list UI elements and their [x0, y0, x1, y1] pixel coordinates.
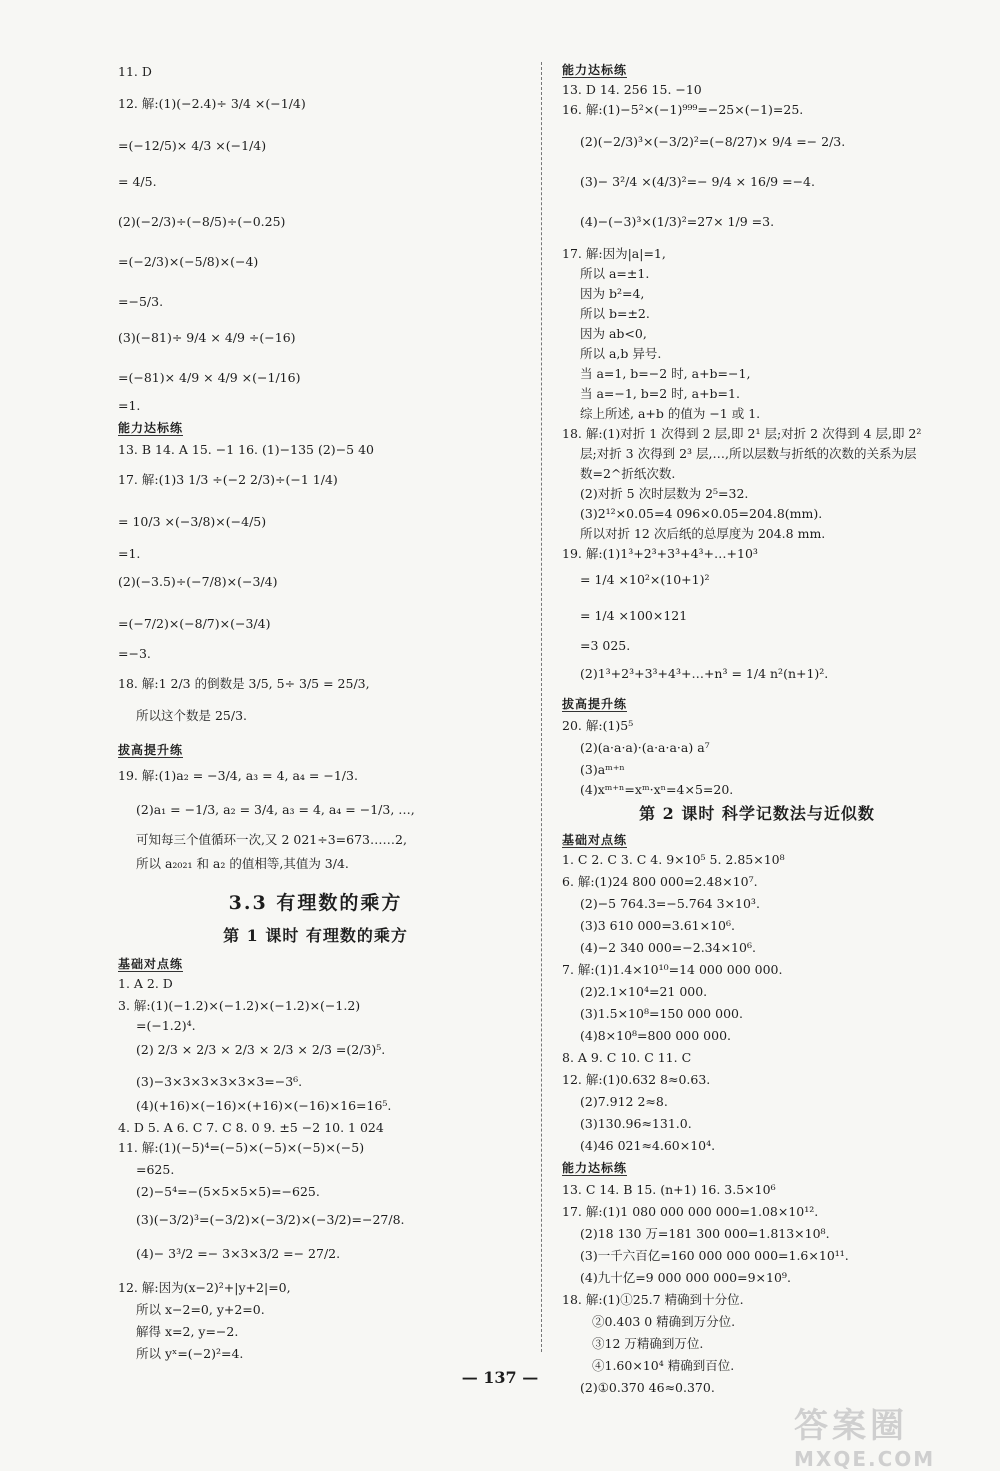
answer-line: 1. C 2. C 3. C 4. 9×10⁵ 5. 2.85×10⁸: [562, 852, 785, 867]
answer-line: 所以对折 12 次后纸的总厚度为 204.8 mm.: [580, 526, 826, 541]
lesson-title: 第 1 课时 有理数的乘方: [223, 926, 408, 945]
answer-line: (2)a₁ = −1/3, a₂ = 3/4, a₃ = 4, a₄ = −1/3, …,: [136, 802, 415, 817]
answer-line: 所以 a₂₀₂₁ 和 a₂ 的值相等,其值为 3/4.: [136, 856, 349, 871]
answer-line: = 1/4 ×10²×(10+1)²: [580, 572, 710, 587]
answer-line: ②0.403 0 精确到万分位.: [592, 1314, 736, 1329]
answer-line: 18. 解:(1)对折 1 次得到 2 层,即 2¹ 层;对折 2 次得到 4 层,即 2²: [562, 426, 922, 441]
answer-line: (4)46 021≈4.60×10⁴.: [580, 1138, 716, 1153]
answer-line: (4)−2 340 000=−2.34×10⁶.: [580, 940, 756, 955]
answer-line: =(−2/3)×(−5/8)×(−4): [118, 254, 259, 269]
answer-line: 17. 解:(1)3 1/3 ÷(−2 2/3)÷(−1 1/4): [118, 472, 338, 487]
answer-line: = 1/4 ×100×121: [580, 608, 688, 623]
answer-line: 因为 b²=4,: [580, 286, 645, 301]
answer-line: (3)−3×3×3×3×3×3=−3⁶.: [136, 1074, 303, 1089]
section-heading: 能力达标练: [118, 421, 184, 435]
answer-line: (3)(−3/2)³=(−3/2)×(−3/2)×(−3/2)=−27/8.: [136, 1212, 405, 1227]
answer-line: (3)1.5×10⁸=150 000 000.: [580, 1006, 743, 1021]
answer-line: 13. D 14. 256 15. −10: [562, 82, 702, 97]
watermark-url: MXQE.COM: [794, 1447, 936, 1471]
answer-line: = 4/5.: [118, 174, 157, 189]
section-heading: 拔高提升练: [562, 697, 628, 711]
answer-line: (3)aᵐ⁺ⁿ: [580, 762, 625, 777]
answer-line: 11. 解:(1)(−5)⁴=(−5)×(−5)×(−5)×(−5): [118, 1140, 365, 1155]
watermark-logo: 答案圈: [794, 1406, 908, 1446]
answer-line: (4)xᵐ⁺ⁿ=xᵐ·xⁿ=4×5=20.: [580, 782, 734, 797]
watermark: [794, 1398, 974, 1471]
answer-line: =1.: [118, 546, 141, 561]
answer-line: (2)(−2/3)³×(−3/2)²=(−8/27)× 9/4 =− 2/3.: [580, 134, 846, 149]
answer-line: 11. D: [118, 64, 152, 79]
answer-line: 数=2^折纸次数.: [580, 466, 676, 481]
answer-line: 1. A 2. D: [118, 976, 173, 991]
answer-line: 17. 解:(1)1 080 000 000 000=1.08×10¹².: [562, 1204, 819, 1219]
answer-line: 12. 解:(1)0.632 8≈0.63.: [562, 1072, 711, 1087]
answer-line: 所以 b=±2.: [580, 306, 650, 321]
section-heading: 能力达标练: [562, 1161, 628, 1175]
answer-line: 层;对折 3 次得到 2³ 层,…,所以层数与折纸的次数的关系为层: [580, 446, 917, 461]
answer-line: 12. 解:(1)(−2.4)÷ 3/4 ×(−1/4): [118, 96, 306, 111]
answer-line: (3)3 610 000=3.61×10⁶.: [580, 918, 735, 933]
answer-line: 可知每三个值循环一次,又 2 021÷3=673……2,: [136, 832, 407, 847]
answer-line: (4)(+16)×(−16)×(+16)×(−16)×16=16⁵.: [136, 1098, 392, 1113]
answer-line: (4)8×10⁸=800 000 000.: [580, 1028, 732, 1043]
answer-line: 19. 解:(1)a₂ = −3/4, a₃ = 4, a₄ = −1/3.: [118, 768, 358, 783]
answer-line: 解得 x=2, y=−2.: [136, 1324, 239, 1339]
answer-line: (2)−5⁴=−(5×5×5×5)=−625.: [136, 1184, 320, 1199]
answer-line: 当 a=1, b=−2 时, a+b=−1,: [580, 366, 751, 381]
answer-line: 12. 解:因为(x−2)²+|y+2|=0,: [118, 1280, 291, 1295]
answer-line: (2) 2/3 × 2/3 × 2/3 × 2/3 × 2/3 =(2/3)⁵.: [136, 1042, 386, 1057]
answer-line: 13. C 14. B 15. (n+1) 16. 3.5×10⁶: [562, 1182, 776, 1197]
answer-line: 7. 解:(1)1.4×10¹⁰=14 000 000 000.: [562, 962, 783, 977]
answer-line: (2)(−2/3)÷(−8/5)÷(−0.25): [118, 214, 286, 229]
answer-line: =(−1.2)⁴.: [136, 1018, 196, 1033]
answer-line: (4)−(−3)³×(1/3)²=27× 1/9 =3.: [580, 214, 775, 229]
chapter-title: 3.3 有理数的乘方: [228, 892, 403, 914]
answer-line: (3)130.96≈131.0.: [580, 1116, 692, 1131]
section-heading: 基础对点练: [562, 833, 628, 847]
section-heading: 拔高提升练: [118, 743, 184, 757]
answer-line: 19. 解:(1)1³+2³+3³+4³+…+10³: [562, 546, 758, 561]
answer-line: 6. 解:(1)24 800 000=2.48×10⁷.: [562, 874, 758, 889]
answer-line: 综上所述, a+b 的值为 −1 或 1.: [580, 406, 761, 421]
answer-line: (2)1³+2³+3³+4³+…+n³ = 1/4 n²(n+1)².: [580, 666, 829, 681]
answer-line: (3)2¹²×0.05=4 096×0.05=204.8(mm).: [580, 506, 823, 521]
column-divider: [541, 62, 542, 1352]
answer-line: (2)18 130 万=181 300 000=1.813×10⁸.: [580, 1226, 830, 1241]
answer-line: (2)7.912 2≈8.: [580, 1094, 668, 1109]
answer-line: 18. 解:1 2/3 的倒数是 3/5, 5÷ 3/5 = 25/3,: [118, 676, 370, 691]
answer-line: =−3.: [118, 646, 151, 661]
answer-line: =(−81)× 4/9 × 4/9 ×(−1/16): [118, 370, 301, 385]
answer-line: ④1.60×10⁴ 精确到百位.: [592, 1358, 735, 1373]
answer-line: =1.: [118, 398, 141, 413]
answer-line: (4)九十亿=9 000 000 000=9×10⁹.: [580, 1270, 791, 1285]
answer-line: 17. 解:因为|a|=1,: [562, 246, 666, 261]
answer-line: 20. 解:(1)5⁵: [562, 718, 634, 733]
answer-line: 所以 a=±1.: [580, 266, 650, 281]
answer-line: 13. B 14. A 15. −1 16. (1)−135 (2)−5 40: [118, 442, 374, 457]
answer-line: (3)一千六百亿=160 000 000 000=1.6×10¹¹.: [580, 1248, 849, 1263]
answer-line: (2)2.1×10⁴=21 000.: [580, 984, 708, 999]
lesson-title: 第 2 课时 科学记数法与近似数: [639, 804, 875, 823]
answer-line: =−5/3.: [118, 294, 164, 309]
answer-line: 所以 x−2=0, y+2=0.: [136, 1302, 265, 1317]
answer-line: (3)− 3²/4 ×(4/3)²=− 9/4 × 16/9 =−4.: [580, 174, 815, 189]
answer-line: 4. D 5. A 6. C 7. C 8. 0 9. ±5 −2 10. 1 024: [118, 1120, 384, 1135]
answer-line: (3)(−81)÷ 9/4 × 4/9 ÷(−16): [118, 330, 296, 345]
answer-line: 所以 yˣ=(−2)²=4.: [136, 1346, 244, 1361]
section-heading: 能力达标练: [562, 63, 628, 77]
answer-line: 18. 解:(1)①25.7 精确到十分位.: [562, 1292, 744, 1307]
answer-line: 因为 ab<0,: [580, 326, 647, 341]
answer-line: (2)−5 764.3=−5.764 3×10³.: [580, 896, 760, 911]
answer-line: (2)①0.370 46≈0.370.: [580, 1380, 715, 1395]
answer-line: 8. A 9. C 10. C 11. C: [562, 1050, 692, 1065]
answer-line: 16. 解:(1)−5²×(−1)⁹⁹⁹=−25×(−1)=25.: [562, 102, 804, 117]
answer-line: =3 025.: [580, 638, 631, 653]
answer-line: =(−12/5)× 4/3 ×(−1/4): [118, 138, 267, 153]
section-heading: 基础对点练: [118, 957, 184, 971]
answer-line: ③12 万精确到万位.: [592, 1336, 704, 1351]
answer-line: (2)对折 5 次时层数为 2⁵=32.: [580, 486, 749, 501]
answer-line: 所以 a,b 异号.: [580, 346, 662, 361]
answer-line: (4)− 3³/2 =− 3×3×3/2 =− 27/2.: [136, 1246, 341, 1261]
page-number: — 137 —: [461, 1368, 539, 1387]
answer-line: = 10/3 ×(−3/8)×(−4/5): [118, 514, 267, 529]
answer-line: 当 a=−1, b=2 时, a+b=1.: [580, 386, 740, 401]
answer-line: =(−7/2)×(−8/7)×(−3/4): [118, 616, 271, 631]
answer-line: =625.: [136, 1162, 175, 1177]
answer-line: (2)(a·a·a)·(a·a·a·a) a⁷: [580, 740, 710, 755]
answer-line: 所以这个数是 25/3.: [136, 708, 248, 723]
answer-line: (2)(−3.5)÷(−7/8)×(−3/4): [118, 574, 278, 589]
answer-line: 3. 解:(1)(−1.2)×(−1.2)×(−1.2)×(−1.2): [118, 998, 361, 1013]
